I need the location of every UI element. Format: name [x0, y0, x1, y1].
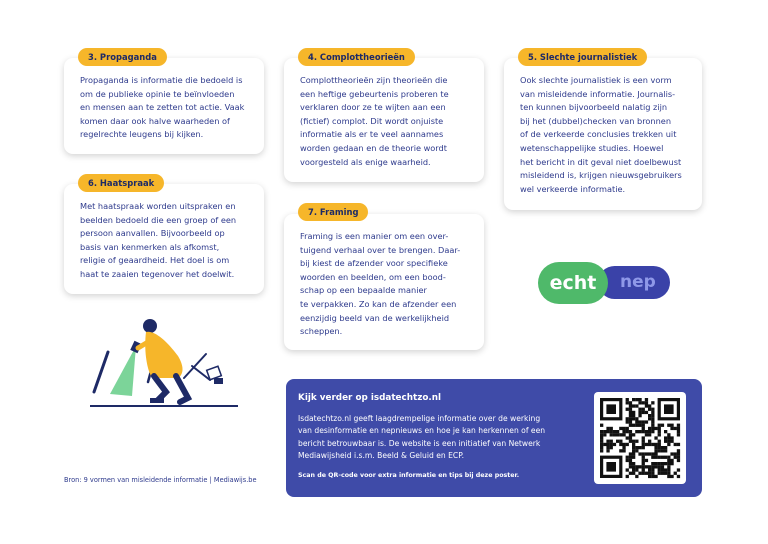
person-with-flashlight-illustration — [88, 312, 238, 412]
qr-code-icon — [594, 392, 686, 484]
card-propaganda — [64, 58, 264, 154]
card-slechte-journalistiek-body: Ook slechte journalistiek is een vorm van misleidende informatie. Journalis- ten kunnen bijvoorbeeld nalatig zijn bij het (dubbel)checken van bronnen of de verkeerde conclusies trekken uit wetenschappelijke studies. Hoewel het bericht in dit geval niet doelbewust misleidend is, krijgen nieuwsgebruikers wel verkeerde informatie. — [520, 75, 682, 194]
info-title: Kijk verder op isdatechtzo.nl — [298, 393, 441, 403]
card-haatspraak-body: Met haatspraak worden uitspraken en beelden bedoeld die een groep of een persoon aanvallen. Bijvoorbeeld op basis van kenmerken als afkomst, religie of geaardheid. Het doel is om haat te zaaien tegenover het doelwit. — [80, 201, 237, 279]
source-credit: Bron: 9 vormen van misleidende informatie | Mediawijs.be — [64, 476, 257, 484]
card-haatspraak-title: 6. Haatspraak — [78, 174, 164, 192]
card-complottheorieen-title: 4. Complottheorieën — [298, 48, 415, 66]
card-framing — [284, 214, 484, 350]
qr-code[interactable] — [594, 392, 686, 484]
logo-echt-label: echt — [538, 262, 608, 304]
card-slechte-journalistiek — [504, 58, 702, 210]
card-complottheorieen-body: Complottheorieën zijn theorieën die een heftige gebeurtenis proberen te verklaren door ze te wijten aan een (fictief) complot. Dit wordt onjuiste informatie als er te veel aannames worden gedaan en de theorie wordt voorgesteld als enige waarheid. — [300, 75, 449, 167]
card-propaganda-title: 3. Propaganda — [78, 48, 167, 66]
card-complottheorieen — [284, 58, 484, 182]
card-haatspraak — [64, 184, 264, 294]
logo-nep-label: nep — [598, 266, 670, 299]
card-slechte-journalistiek-title: 5. Slechte journalistiek — [518, 48, 647, 66]
info-qr-hint: Scan de QR-code voor extra informatie en tips bij deze poster. — [298, 471, 520, 479]
card-propaganda-body: Propaganda is informatie die bedoeld is om de publieke opinie te beïnvloeden en mensen aan te zetten tot actie. Vaak komen daar ook halve waarheden of regelrechte leugens bij kijken. — [80, 75, 245, 140]
info-text: Isdatechtzo.nl geeft laagdrempelige informatie over de werking van desinformatie en nepnieuws en hoe je kan herkennen of een bericht betrouwbaar is. De website is een initiatief van Netwerk Mediawijsheid i.s.m. Beeld & Geluid en ECP. — [298, 414, 546, 461]
echt-nep-logo — [538, 262, 672, 304]
card-framing-title: 7. Framing — [298, 203, 368, 221]
card-framing-body: Framing is een manier om een over- tuigend verhaal over te brengen. Daar- bij kiest de afzender voor specifieke woorden en beelden, om een bood- schap op een bepaalde manier te verpakken. Zo kan de afzender een eenzijdig beeld van de werkelijkheid scheppen. — [300, 231, 461, 337]
